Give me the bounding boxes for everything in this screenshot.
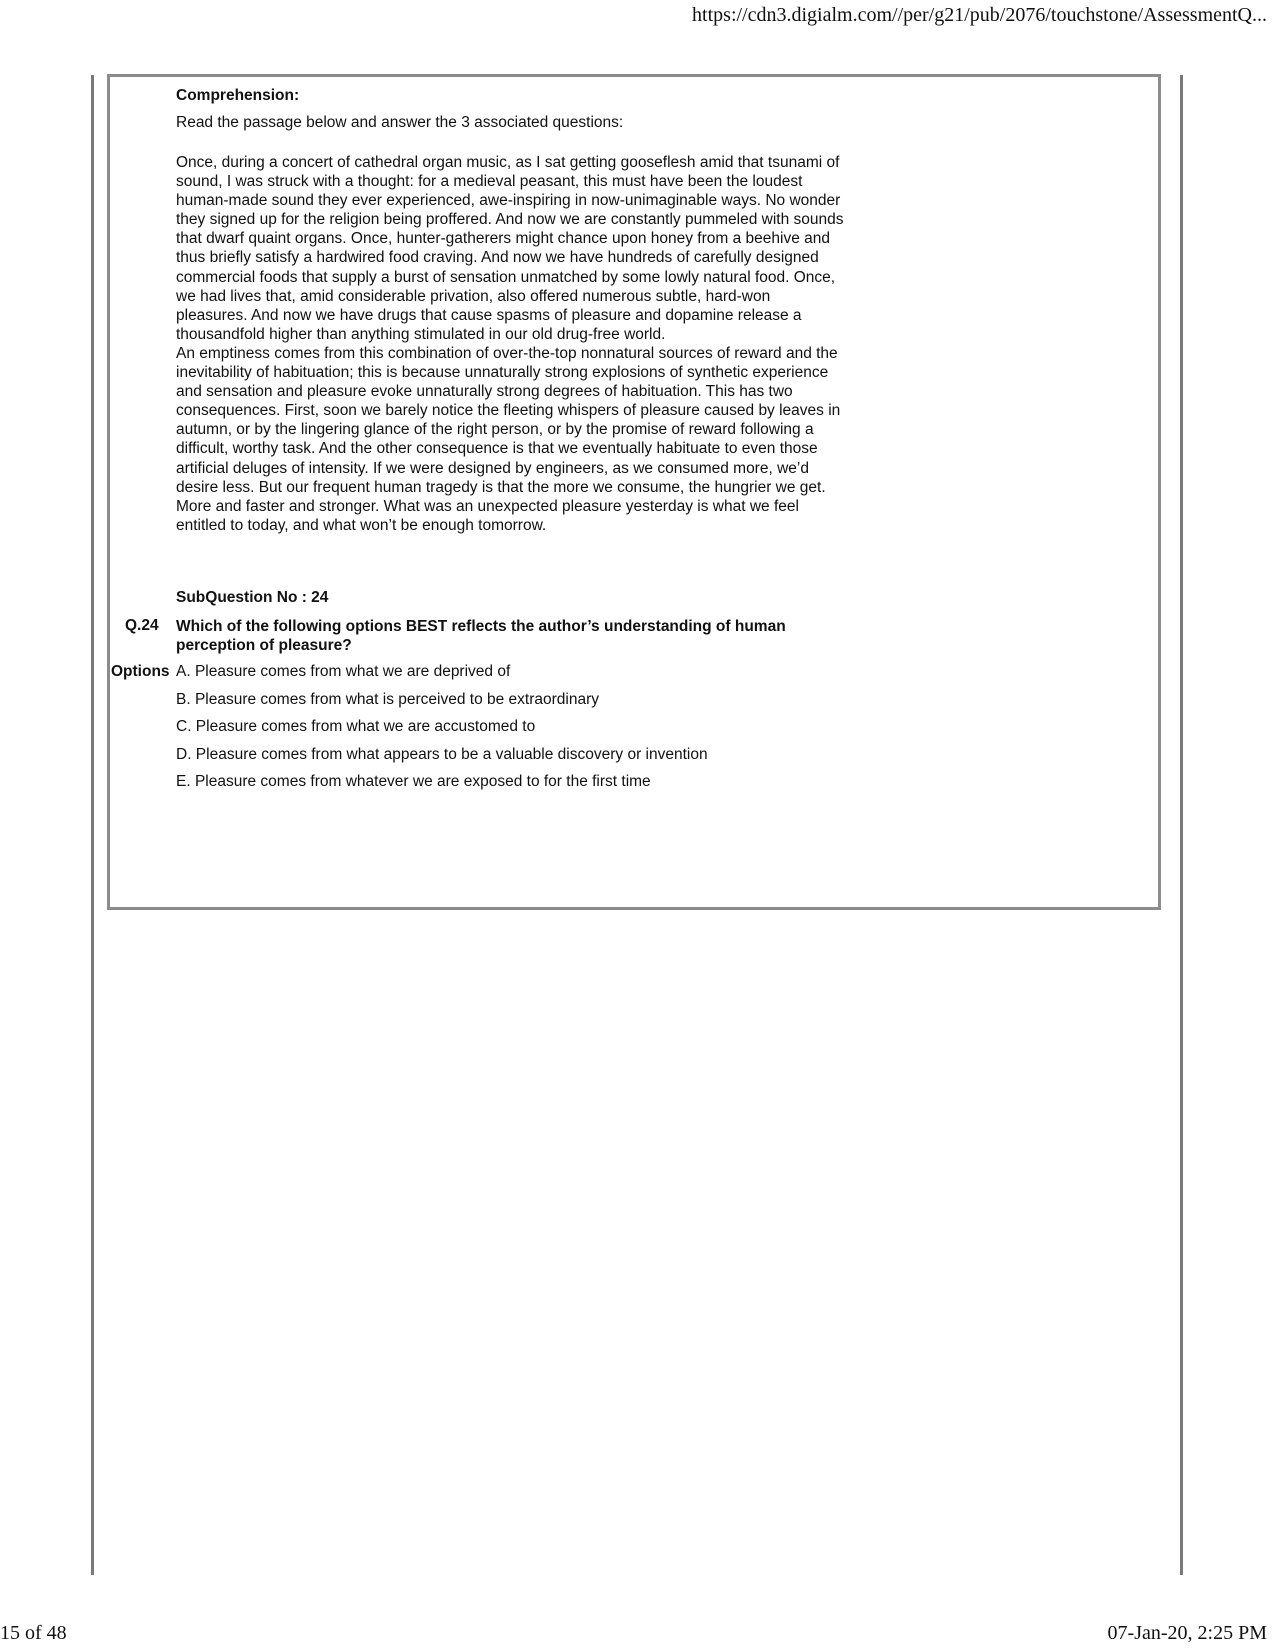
passage	[176, 153, 846, 535]
comprehension-title: Comprehension:	[176, 87, 300, 104]
option-a: A. Pleasure comes from what we are deprived of	[176, 663, 511, 680]
page-url: https://cdn3.digialm.com//per/g21/pub/2076/touchstone/AssessmentQ...	[692, 4, 1267, 26]
passage-paragraph-1: Once, during a concert of cathedral organ music, as I sat getting gooseflesh amid that tsunami of sound, I was struck with a thought: for a medieval peasant, this must have been the loudest human-made sound they ever experienced, awe-inspiring in now-unimaginable ways. No wonder they signed up for the religion being proffered. And now we are constantly pummeled with sounds that dwarf quaint organs. Once, hunter-gatherers might chance upon honey from a beehive and thus briefly satisfy a hardwired food craving. And now we have hundreds of carefully designed commercial foods that supply a burst of sensation unmatched by some lowly natural food. Once, we had lives that, amid considerable privation, also offered numerous subtle, hard-won pleasures. And now we have drugs that cause spasms of pleasure and dopamine release a thousandfold higher than anything stimulated in our old drug-free world.	[176, 154, 844, 343]
option-d: D. Pleasure comes from what appears to be a valuable discovery or invention	[176, 746, 708, 763]
comprehension-section	[176, 87, 846, 535]
question-text: Which of the following options BEST reflects the author’s understanding of human perception of pleasure?	[176, 618, 786, 654]
option-e: E. Pleasure comes from whatever we are exposed to for the first time	[176, 773, 651, 790]
page-number: 15 of 48	[0, 1622, 67, 1644]
passage-paragraph-2: An emptiness comes from this combination of over-the-top nonnatural sources of reward and the inevitability of habituation; this is because unnaturally strong explosions of synthetic experience and sensation and pleasure evoke unnaturally strong degrees of habituation. This has two consequences. First, soon we barely notice the fleeting whispers of pleasure caused by leaves in autumn, or by the lingering glance of the right person, or by the promise of reward following a difficult, worthy task. And the other consequence is that we eventually habituate to even those artificial deluges of intensity. If we were designed by engineers, as we consumed more, we’d desire less. But our frequent human tragedy is that the more we consume, the hungrier we get. More and faster and stronger. What was an unexpected pleasure yesterday is what we feel entitled to today, and what won’t be enough tomorrow.	[176, 344, 841, 534]
outer-frame-left-border	[91, 75, 94, 1575]
comprehension-instruction: Read the passage below and answer the 3 associated questions:	[176, 114, 624, 131]
options-label: Options	[111, 663, 170, 680]
option-c: C. Pleasure comes from what we are accustomed to	[176, 718, 536, 735]
subquestion-label: SubQuestion No : 24	[176, 589, 329, 606]
outer-frame-right-border	[1180, 75, 1183, 1575]
option-b: B. Pleasure comes from what is perceived to be extraordinary	[176, 691, 599, 708]
print-datetime: 07-Jan-20, 2:25 PM	[1107, 1622, 1267, 1644]
question-number: Q.24	[125, 617, 159, 634]
